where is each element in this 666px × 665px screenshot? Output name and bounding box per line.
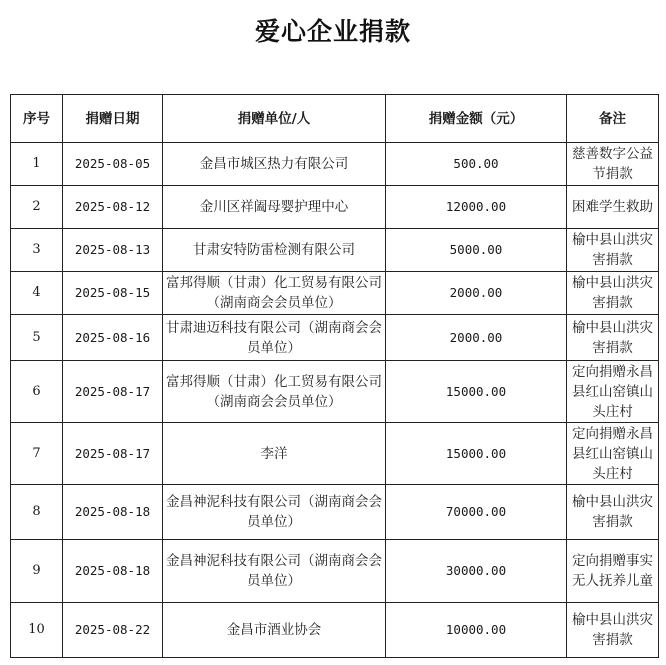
table-row (11, 423, 659, 485)
table-row (11, 361, 659, 423)
cell-donor: 金川区祥阖母婴护理中心 (163, 186, 386, 229)
cell-donor: 甘肃安特防雷检测有限公司 (163, 229, 386, 272)
cell-amount: 2000.00 (386, 315, 567, 361)
cell-remark: 定向捐赠永昌县红山窑镇山头庄村 (567, 361, 659, 423)
cell-seq: 5 (11, 315, 63, 361)
table-row (11, 229, 659, 272)
cell-date: 2025-08-15 (63, 272, 163, 315)
header-seq: 序号 (11, 95, 63, 143)
cell-amount: 12000.00 (386, 186, 567, 229)
table-row (11, 186, 659, 229)
header-remark: 备注 (567, 95, 659, 143)
table-row (11, 315, 659, 361)
table-row (11, 272, 659, 315)
cell-seq: 2 (11, 186, 63, 229)
cell-seq: 9 (11, 540, 63, 603)
cell-amount: 15000.00 (386, 361, 567, 423)
cell-seq: 3 (11, 229, 63, 272)
cell-remark: 榆中县山洪灾害捐款 (567, 229, 659, 272)
cell-seq: 1 (11, 143, 63, 186)
cell-donor: 金昌神泥科技有限公司（湖南商会会员单位） (163, 540, 386, 603)
cell-date: 2025-08-05 (63, 143, 163, 186)
cell-remark: 榆中县山洪灾害捐款 (567, 315, 659, 361)
cell-date: 2025-08-16 (63, 315, 163, 361)
table-row (11, 485, 659, 540)
cell-remark: 榆中县山洪灾害捐款 (567, 603, 659, 658)
table-header-row (11, 95, 659, 143)
cell-donor: 富邦得顺（甘肃）化工贸易有限公司（湖南商会会员单位） (163, 361, 386, 423)
cell-amount: 70000.00 (386, 485, 567, 540)
table-body (11, 143, 659, 658)
cell-amount: 2000.00 (386, 272, 567, 315)
cell-seq: 7 (11, 423, 63, 485)
cell-date: 2025-08-18 (63, 485, 163, 540)
header-amount: 捐赠金额（元） (386, 95, 567, 143)
cell-date: 2025-08-17 (63, 423, 163, 485)
header-date: 捐赠日期 (63, 95, 163, 143)
cell-date: 2025-08-12 (63, 186, 163, 229)
header-donor: 捐赠单位/人 (163, 95, 386, 143)
cell-amount: 5000.00 (386, 229, 567, 272)
cell-amount: 30000.00 (386, 540, 567, 603)
cell-remark: 定向捐赠永昌县红山窑镇山头庄村 (567, 423, 659, 485)
cell-date: 2025-08-17 (63, 361, 163, 423)
cell-amount: 10000.00 (386, 603, 567, 658)
cell-donor: 金昌市城区热力有限公司 (163, 143, 386, 186)
cell-remark: 困难学生救助 (567, 186, 659, 229)
table-row (11, 143, 659, 186)
cell-date: 2025-08-13 (63, 229, 163, 272)
cell-donor: 金昌市酒业协会 (163, 603, 386, 658)
cell-donor: 富邦得顺（甘肃）化工贸易有限公司（湖南商会会员单位） (163, 272, 386, 315)
table-row (11, 540, 659, 603)
cell-remark: 慈善数字公益节捐款 (567, 143, 659, 186)
document-title: 爱心企业捐款 (254, 17, 411, 46)
cell-remark: 榆中县山洪灾害捐款 (567, 272, 659, 315)
cell-date: 2025-08-18 (63, 540, 163, 603)
cell-donor: 金昌神泥科技有限公司（湖南商会会员单位） (163, 485, 386, 540)
cell-remark: 定向捐赠事实无人抚养儿童 (567, 540, 659, 603)
cell-amount: 500.00 (386, 143, 567, 186)
cell-seq: 10 (11, 603, 63, 658)
table-row (11, 603, 659, 658)
cell-donor: 李洋 (163, 423, 386, 485)
cell-donor: 甘肃迪迈科技有限公司（湖南商会会员单位） (163, 315, 386, 361)
cell-seq: 4 (11, 272, 63, 315)
cell-date: 2025-08-22 (63, 603, 163, 658)
cell-remark: 榆中县山洪灾害捐款 (567, 485, 659, 540)
donation-table (10, 94, 659, 658)
cell-amount: 15000.00 (386, 423, 567, 485)
cell-seq: 8 (11, 485, 63, 540)
cell-seq: 6 (11, 361, 63, 423)
